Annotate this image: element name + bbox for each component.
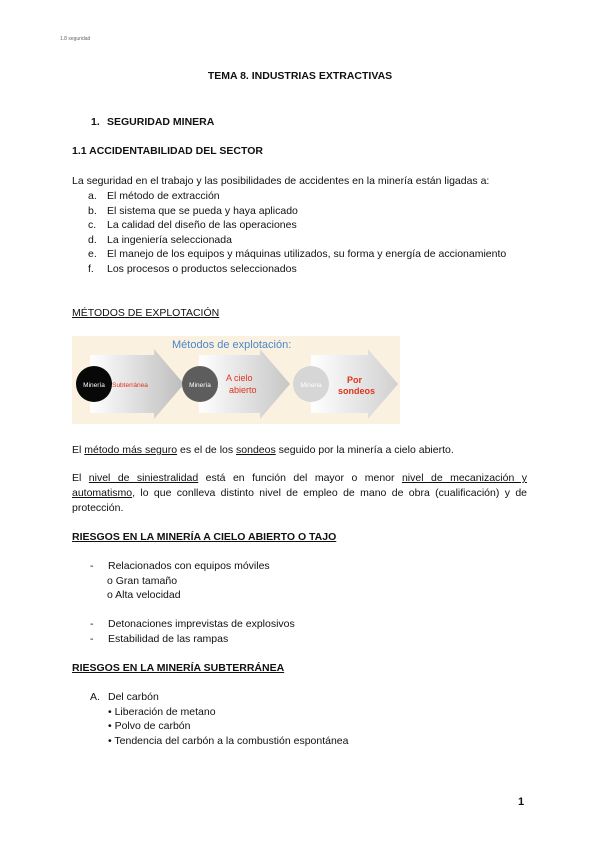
text-run: seguido por la minería a cielo abierto.: [275, 444, 454, 456]
list-text: Detonaciones imprevistas de explosivos: [108, 618, 295, 630]
page-title: TEMA 8. INDUSTRIAS EXTRACTIVAS: [207, 70, 393, 82]
arrow-label-2-line1: A cielo: [226, 373, 253, 383]
list-item: [90, 690, 349, 705]
risks-open-list-2: [90, 617, 295, 646]
text-run: está en función del mayor o menor: [198, 472, 402, 484]
factors-list: [88, 189, 528, 276]
bullet-item: • Polvo de carbón: [108, 720, 191, 732]
section-heading: [91, 116, 214, 128]
arrow-label-3-line2: sondeos: [338, 386, 376, 396]
list-item: [88, 189, 528, 204]
bullet-item: • Liberación de metano: [108, 705, 216, 718]
methods-diagram: [72, 336, 400, 424]
list-item: [90, 559, 270, 574]
list-text: La ingeniería seleccionada: [107, 233, 232, 246]
circle-label-1: Minería: [83, 382, 105, 389]
text-run: El: [72, 444, 85, 456]
list-text: El método de extracción: [107, 190, 220, 202]
list-marker: c.: [88, 219, 97, 231]
text-run: , lo que conlleva distinto nivel de empleo de mano de obra (cualificación) y de protección.: [72, 487, 527, 514]
sub-item: o Gran tamaño: [107, 574, 178, 587]
list-marker: b.: [88, 204, 97, 217]
risks-open-list-1: [90, 559, 270, 603]
underlined-text: sondeos: [236, 444, 276, 456]
list-item: [88, 218, 528, 233]
diagram-title: Métodos de explotación:: [172, 339, 292, 351]
dash-marker: -: [90, 618, 94, 630]
underlined-text: automatismo: [72, 487, 133, 499]
sub-item: o Alta velocidad: [107, 589, 181, 601]
list-text: La calidad del diseño de las operaciones: [107, 219, 297, 231]
circle-label-3: Mineria: [300, 382, 322, 389]
list-text: El sistema que se pueda y haya aplicado: [107, 204, 298, 217]
list-text: El manejo de los equipos y máquinas utilizados, su forma y energía de accionamiento: [107, 248, 507, 260]
section-number: 1.: [91, 116, 100, 128]
risks-underground-heading: RIESGOS EN LA MINERÍA SUBTERRÁNEA: [72, 662, 285, 674]
list-marker: e.: [88, 248, 97, 260]
list-item: [90, 632, 295, 647]
text-run: El: [72, 472, 89, 484]
circle-label-2: Minería: [189, 382, 211, 389]
list-item: [88, 247, 528, 262]
page-number: 1: [518, 796, 525, 808]
list-item: [88, 262, 528, 277]
risks-open-heading: RIESGOS EN LA MINERÍA A CIELO ABIERTO O TAJO: [72, 531, 337, 543]
subsection-heading: 1.1 ACCIDENTABILIDAD DEL SECTOR: [72, 145, 263, 157]
dash-marker: -: [90, 560, 94, 572]
list-text: Del carbón: [108, 691, 159, 703]
list-text: Relacionados con equipos móviles: [108, 560, 270, 572]
underlined-text: nivel de siniestralidad: [88, 472, 199, 484]
arrow-label-1: Subterránea: [112, 382, 148, 389]
siniestralidad-paragraph: [72, 471, 527, 516]
list-marker: f.: [88, 262, 94, 275]
list-marker: a.: [88, 190, 97, 202]
underlined-text: método más seguro: [84, 444, 178, 456]
list-marker: d.: [88, 233, 97, 246]
list-item: [88, 204, 528, 219]
arrow-label-3-line1: Por: [347, 375, 363, 385]
safest-method-paragraph: [72, 443, 527, 458]
intro-paragraph: La seguridad en el trabajo y las posibilidades de accidentes en la minería están ligadas a:: [72, 175, 490, 187]
section-label: SEGURIDAD MINERA: [107, 116, 215, 128]
risks-underground-list: [90, 690, 349, 748]
list-marker: A.: [90, 691, 100, 703]
arrow-label-2-line2: abierto: [229, 385, 257, 395]
underlined-text: nivel de mecanización y: [401, 472, 527, 484]
text-run: es el de los: [177, 444, 237, 456]
bullet-item: • Tendencia del carbón a la combustión espontánea: [108, 734, 349, 747]
dash-marker: -: [90, 632, 94, 645]
list-item: [88, 233, 528, 248]
list-text: Estabilidad de las rampas: [108, 632, 229, 645]
methods-heading: MÉTODOS DE EXPLOTACIÓN: [72, 307, 220, 319]
running-header: 1.8 seguridad: [60, 36, 91, 42]
list-item: [90, 617, 295, 632]
list-text: Los procesos o productos seleccionados: [107, 262, 297, 275]
